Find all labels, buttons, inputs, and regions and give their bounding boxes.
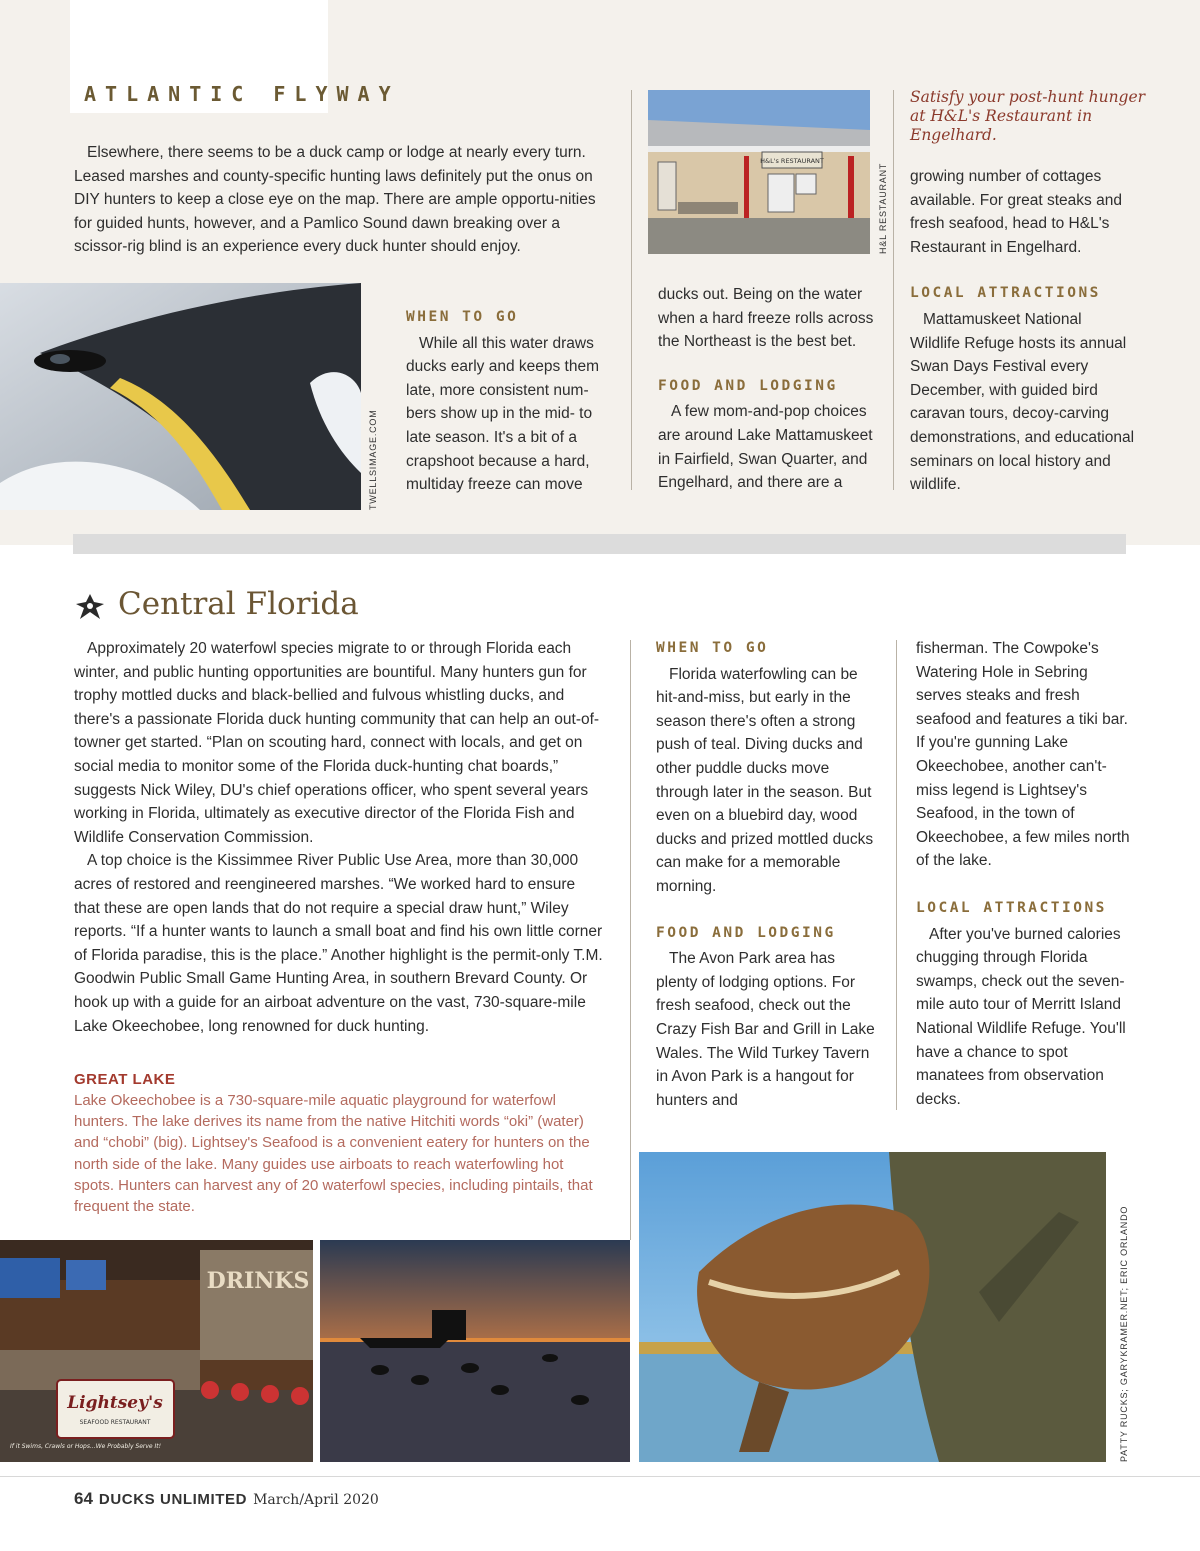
column-divider bbox=[893, 90, 894, 490]
photo-credit-duck: TWELLSIMAGE.COM bbox=[368, 409, 378, 510]
restaurant-photo bbox=[648, 90, 870, 254]
photo-credit-restaurant: H&L RESTAURANT bbox=[878, 162, 888, 254]
column-divider bbox=[631, 90, 632, 490]
restaurant-caption: Satisfy your post-hunt hunger at H&L's Restaurant in Engelhard. bbox=[910, 88, 1146, 144]
atlantic-food-column bbox=[658, 283, 883, 495]
lightseys-bar-photo bbox=[0, 1240, 313, 1462]
section-title-central-florida: Central Florida bbox=[118, 586, 359, 622]
florida-when-heading: WHEN TO GO bbox=[656, 640, 769, 656]
atlantic-intro-text: Elsewhere, there seems to be a duck camp or lodge at nearly every turn. Leased marshes and county-specific hunting laws definitely put the onus on DIY hunters to keep a close eye on the map. There are ample opportu-nities for guided hunts, however, and a Pamlico Sound dawn breaking over a scissor-rig blind is an experience every duck hunter should enjoy. bbox=[74, 144, 596, 256]
airboat-sunset-photo bbox=[320, 1240, 630, 1462]
footer-rule bbox=[0, 1476, 1200, 1477]
florida-food-heading: FOOD AND LODGING bbox=[656, 924, 836, 941]
florida-attractions-column bbox=[916, 637, 1136, 1111]
issue-date: March/April 2020 bbox=[253, 1492, 379, 1508]
column-divider bbox=[630, 640, 631, 1240]
great-lake-text: Lake Okeechobee is a 730-square-mile aquatic playground for waterfowl hunters. The lake derives its name from the native Hitchiti words “oki” (water) and “chobi” (big). Lightsey's Seafood is a convenient eatery for hunters on the north side of the lake. Many guides use airboats to reach waterfowling hot spots. Hunters can harvest any of 20 waterfowl species, including pintails, that frequent the state. bbox=[74, 1092, 593, 1216]
restaurant-sign: H&L's RESTAURANT bbox=[760, 157, 824, 165]
florida-food-continued: fisherman. The Cowpoke's Watering Hole in Sebring serves steaks and fresh seafood and features a tiki bar. If you're gunning Lake Okeechobee, another can't-miss legend is Lightsey's Seafood, in the town of Okeechobee, a few miles north of the lake. bbox=[916, 640, 1130, 870]
column-divider bbox=[896, 640, 897, 1110]
atlantic-food-continued: growing number of cottages available. For great steaks and fresh seafood, head to H&L's Restaurant in Engelhard. bbox=[910, 168, 1122, 256]
atlantic-attractions-heading: LOCAL ATTRACTIONS bbox=[910, 285, 1101, 302]
duck-eye-photo bbox=[0, 283, 361, 510]
section-divider-band bbox=[73, 534, 1126, 554]
florida-attractions-heading: LOCAL ATTRACTIONS bbox=[916, 899, 1107, 916]
lightseys-slogan: If it Swims, Crawls or Hops...We Probably Serve It! bbox=[10, 1443, 162, 1450]
hunter-pintail-photo bbox=[639, 1152, 1106, 1462]
lightseys-logo: Lightsey's bbox=[67, 1393, 163, 1413]
atlantic-food-text: A few mom-and-pop choices are around Lake Mattamuskeet in Fairfield, Swan Quarter, and Engelhard, and there are a bbox=[658, 403, 873, 492]
atlantic-attractions-text: Mattamuskeet National Wildlife Refuge hosts its annual Swan Days Festival every December, with guided bird caravan tours, decoy-carving demonstrations, and educational seminars on local history and wildlife. bbox=[910, 310, 1135, 494]
florida-para-2: A top choice is the Kissimmee River Public Use Area, more than 30,000 acres of restored and reengineered marshes. “We worked hard to ensure that these are open lands that do not require a special draw hunt,” Wiley reports. “If a hunter wants to launch a small boat and find his own little corner of Florida paradise, this is the place.” Another highlight is the permit-only T.M. Goodwin Public Small Game Hunting Area, in southern Brevard County. Or hook up with a guide for an airboat adventure on the vast, 730-square-mile Lake Okeechobee, long renowned for duck hunting. bbox=[74, 852, 603, 1035]
lightseys-logo-sub: SEAFOOD RESTAURANT bbox=[79, 1419, 151, 1426]
florida-main-column bbox=[74, 637, 604, 1038]
atlantic-when-heading: WHEN TO GO bbox=[406, 309, 519, 325]
footer bbox=[74, 1489, 379, 1509]
great-lake-heading: GREAT LAKE bbox=[74, 1071, 176, 1088]
atlantic-when-text: While all this water draws ducks early and keeps them late, more consistent num-bers show up in the mid- to late season. It's a bit of a crapshoot because a hard, multiday freeze can move bbox=[406, 334, 599, 494]
florida-attractions-text: After you've burned calories chugging through Florida swamps, check out the seven-mile auto tour of Merritt Island National Wildlife Refuge. You'll have a chance to spot manatees from observation decks. bbox=[916, 925, 1126, 1108]
atlantic-when-column bbox=[406, 306, 611, 497]
flyway-emblem-icon bbox=[74, 592, 106, 622]
page-number: 64 bbox=[74, 1489, 93, 1508]
atlantic-intro bbox=[74, 141, 609, 259]
series-title: ATLANTIC FLYWAY bbox=[84, 82, 400, 106]
florida-para-1: Approximately 20 waterfowl species migrate to or through Florida each winter, and public hunting opportunities are bountiful. Many hunters gun for trophy mottled ducks and black-bellied and fulvous whistling ducks, and there's a passionate Florida duck hunting community that can help an out-of-towner get started. “Plan on scouting hard, connect with locals, and get on social media to monitor some of the Florida duck-hunting chat boards,” suggests Nick Wiley, DU's chief operations officer, who spent several years working in Florida, ultimately as executive director of the Florida Fish and Wildlife Conservation Commission. bbox=[74, 640, 600, 846]
atlantic-attractions-column bbox=[910, 165, 1135, 497]
florida-when-column bbox=[656, 637, 878, 1112]
great-lake-sidebar bbox=[74, 1071, 604, 1217]
magazine-name: DUCKS UNLIMITED bbox=[98, 1491, 248, 1508]
atlantic-when-continued: ducks out. Being on the water when a hard freeze rolls across the Northeast is the best bet. bbox=[658, 286, 874, 351]
florida-food-text: The Avon Park area has plenty of lodging options. For fresh seafood, check out the Crazy Fish Bar and Grill in Lake Wales. The Wild Turkey Tavern in Avon Park is a hangout for hunters and bbox=[656, 950, 875, 1109]
photo-credit-florida: PATTY RUCKS; GARYKRAMER.NET; ERIC ORLANDO bbox=[1119, 1205, 1129, 1462]
atlantic-food-heading: FOOD AND LODGING bbox=[658, 377, 838, 394]
florida-when-text: Florida waterfowling can be hit-and-miss, but early in the season there's often a strong push of teal. Diving ducks and other puddle ducks move through later in the season. But even on a bluebird day, wood ducks and prized mottled ducks can make for a memorable morning. bbox=[656, 665, 874, 895]
bar-drinks-sign: DRINKS bbox=[206, 1268, 310, 1294]
